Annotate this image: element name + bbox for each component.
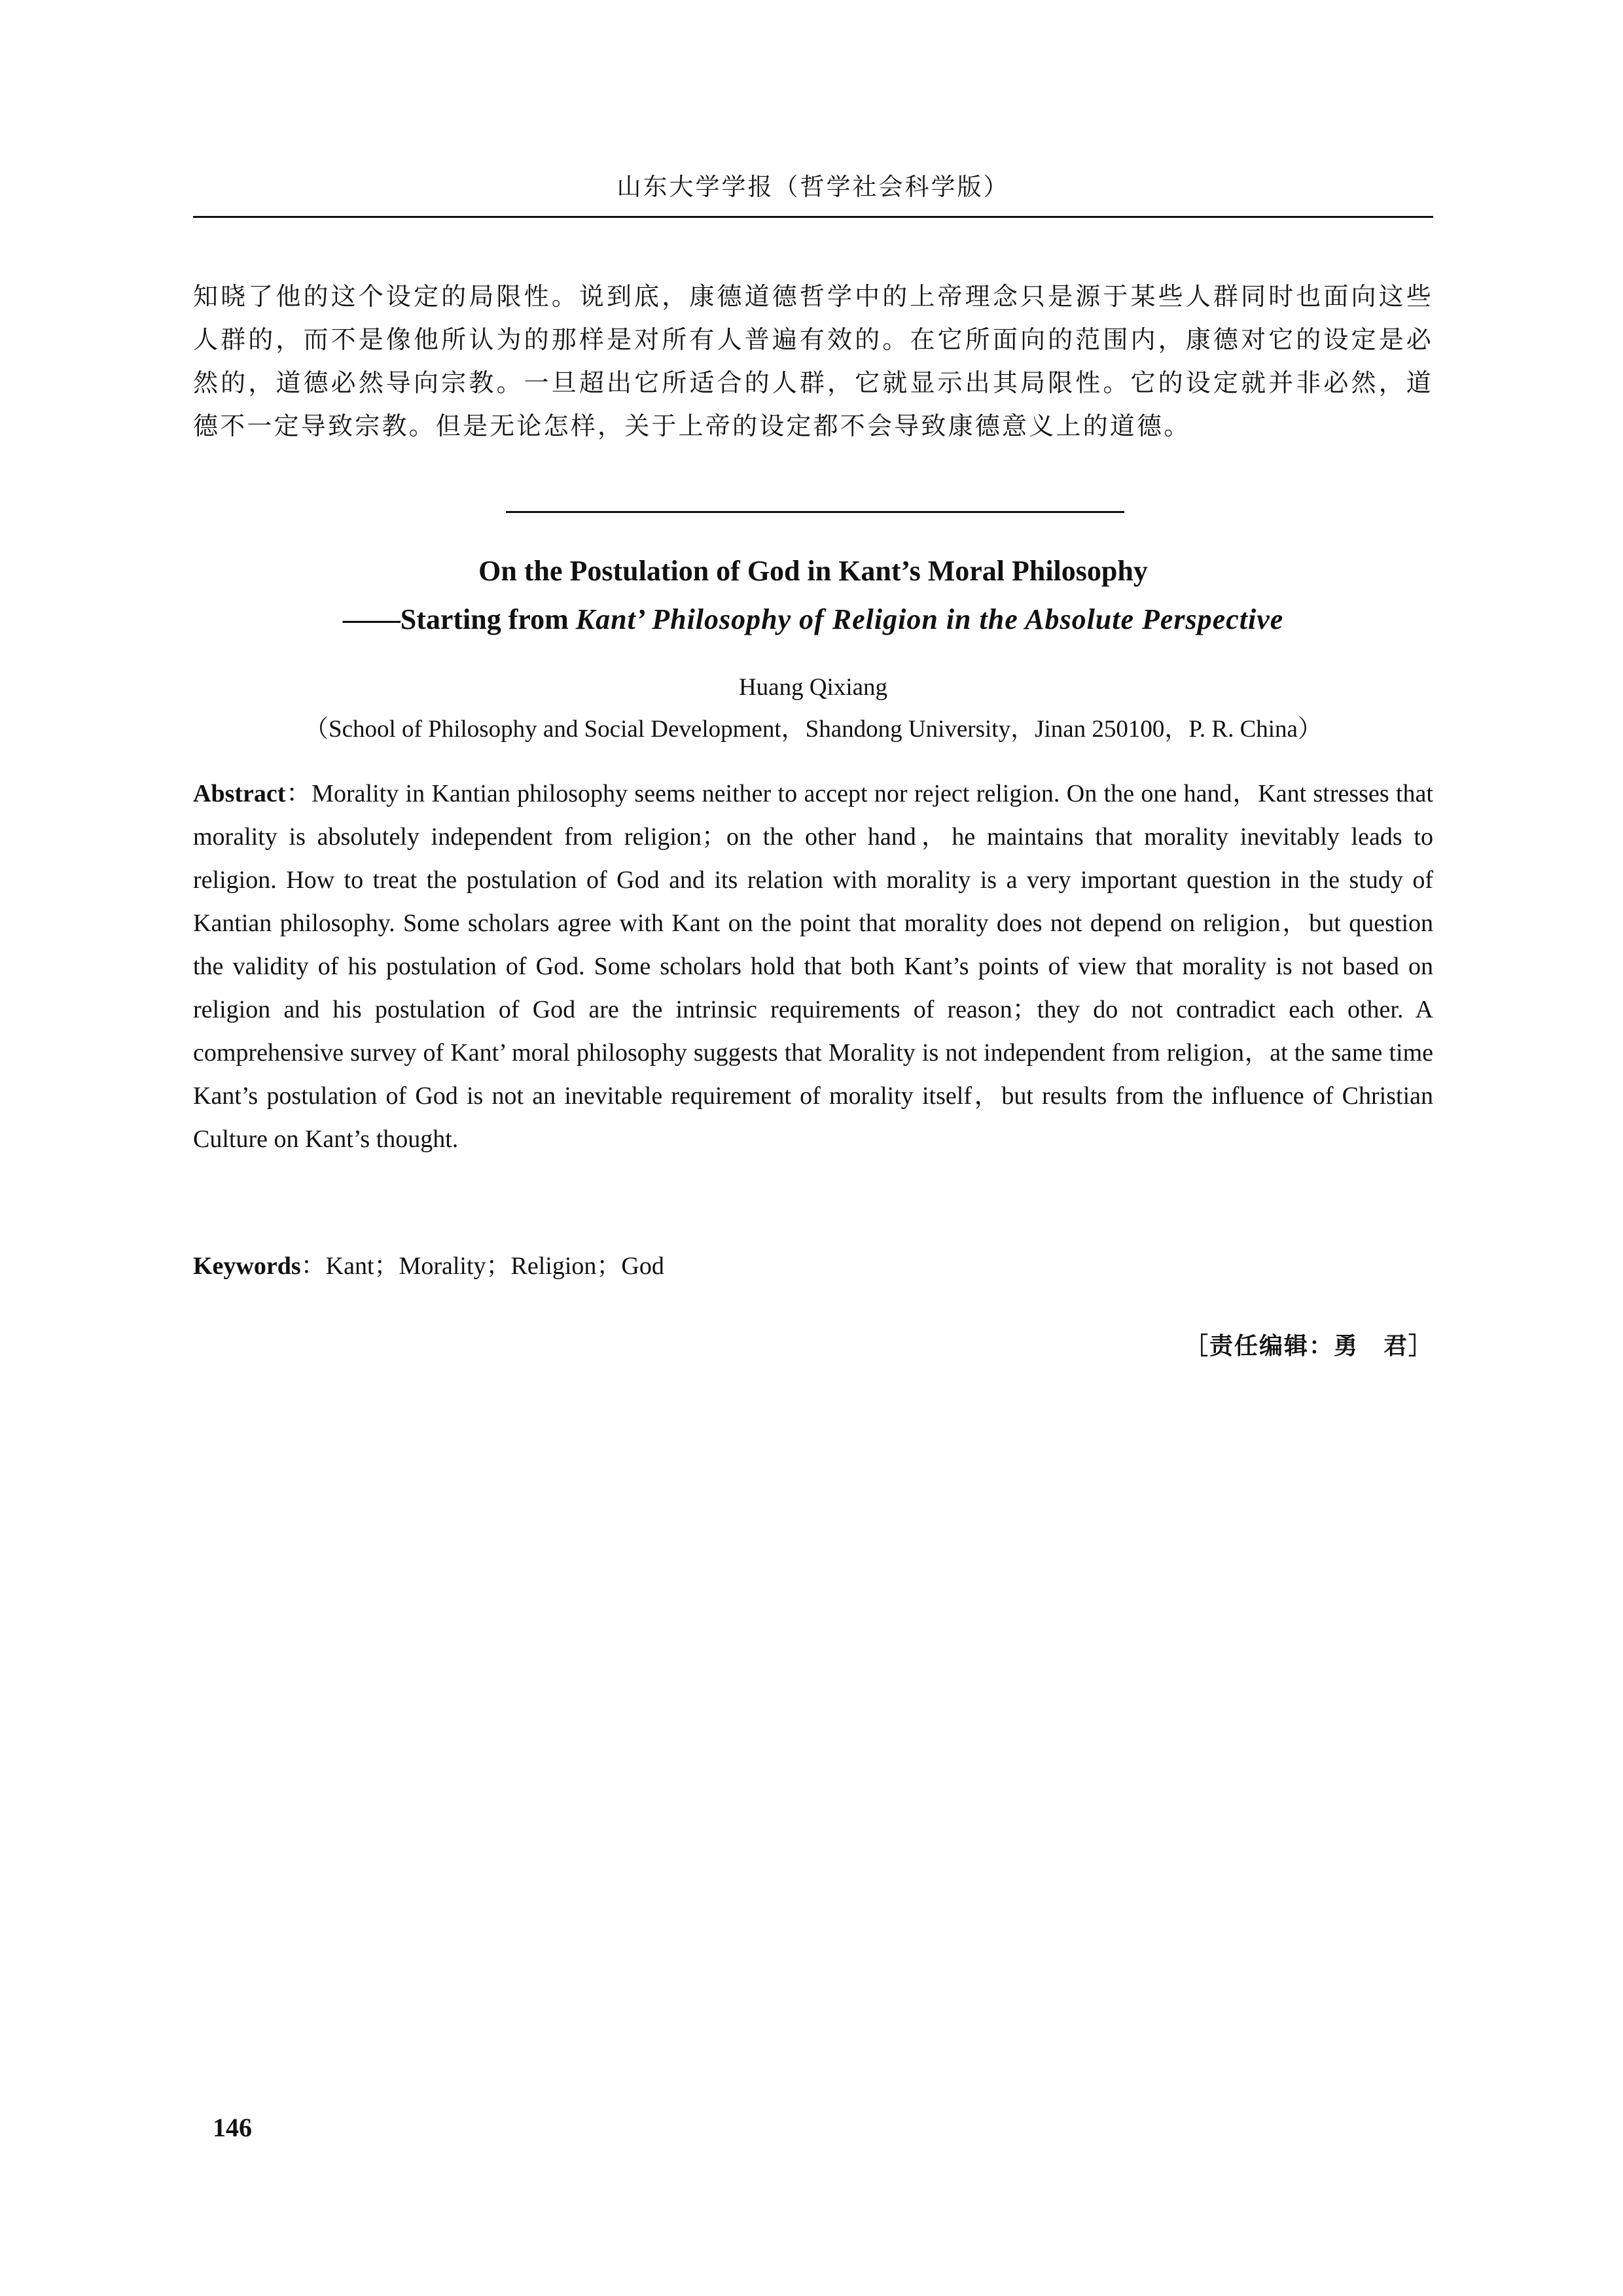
- keywords-text: Kant；Morality；Religion；God: [325, 1252, 664, 1280]
- keywords: [193, 1246, 1433, 1286]
- abstract-separator: ：: [285, 780, 312, 807]
- abstract: [193, 772, 1433, 1161]
- page-number: 146: [213, 2113, 252, 2142]
- keywords-label: Keywords: [193, 1252, 301, 1280]
- section-separator-rule: [506, 511, 1124, 513]
- subtitle-prefix: ——Starting from: [342, 603, 576, 635]
- chinese-body-text: [193, 275, 1433, 448]
- keywords-separator: ：: [300, 1252, 326, 1280]
- subtitle-italic-title: Kant’ Philosophy of Religion in the Absolute Perspective: [575, 603, 1284, 635]
- responsible-editor: ［责任编辑：勇 君］: [1184, 1333, 1433, 1360]
- chinese-paragraph: 知晓了他的这个设定的局限性。说到底，康德道德哲学中的上帝理念只是源于某些人群同时也面向这些人群的，而不是像他所认为的那样是对所有人普遍有效的。在它所面向的范围内，康德对它的设定是必然的，道德必然导向宗教。一旦超出它所适合的人群，它就显示出其局限性。它的设定就并非必然，道德不一定导致宗教。但是无论怎样，关于上帝的设定都不会导致康德意义上的道德。: [193, 282, 1433, 440]
- author-affiliation: （School of Philosophy and Social Development，Shandong University，Jinan 250100，P. R. China）: [304, 716, 1322, 743]
- english-title: On the Postulation of God in Kant’s Moral Philosophy: [478, 555, 1148, 587]
- abstract-label: Abstract: [193, 780, 286, 807]
- author-name: Huang Qixiang: [738, 674, 888, 701]
- english-subtitle: [193, 600, 1433, 639]
- abstract-text: Morality in Kantian philosophy seems neither to accept nor reject religion. On the one hand，Kant stresses that morality is absolutely independent from religion；on the other hand，he maintains that morality inevitably leads to religion. How to treat the postulation of God and its relation with morality is a very important question in the study of Kantian philosophy. Some scholars agree with Kant on the point that morality does not depend on religion，but question the validity of his postulation of God. Some scholars hold that both Kant’s points of view that morality is not based on religion and his postulation of God are the intrinsic requirements of reason；they do not contradict each other. A comprehensive survey of Kant’ moral philosophy suggests that Morality is not independent from religion，at the same time Kant’s postulation of God is not an inevitable requirement of morality itself，but results from the influence of Christian Culture on Kant’s thought.: [193, 780, 1433, 1153]
- running-head: 山东大学学报（哲学社会科学版）: [616, 173, 1010, 201]
- header-rule: [193, 216, 1433, 218]
